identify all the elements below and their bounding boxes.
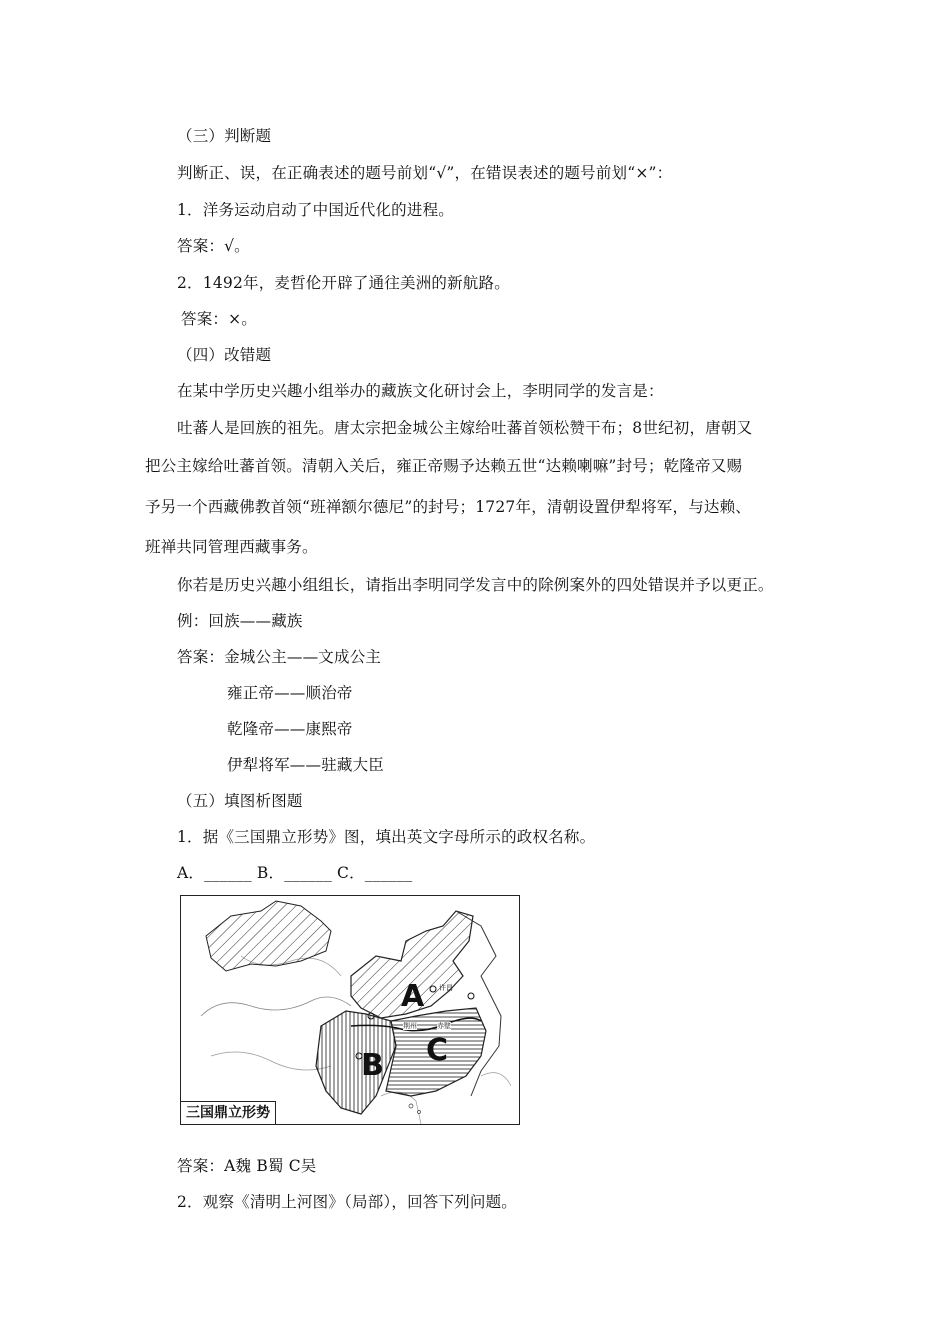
correct-answer-2: 雍正帝——顺治帝	[227, 684, 353, 702]
judge-answer-2: 答案：×。	[181, 310, 257, 328]
map-section-title: （五）填图析图题	[177, 792, 303, 810]
judge-question-2: 2．1492年，麦哲伦开辟了通往美洲的新航路。	[177, 274, 510, 292]
map-label-b: B	[361, 1048, 384, 1083]
map-title: 三国鼎立形势	[181, 1101, 276, 1124]
map-question-1: 1．据《三国鼎立形势》图，填出英文字母所示的政权名称。	[177, 828, 596, 846]
correct-answer-3: 乾隆帝——康熙帝	[227, 720, 353, 738]
city-label-chibi: 赤壁	[437, 1022, 451, 1030]
city-label-xuchang: 许昌	[439, 984, 453, 992]
correct-question: 你若是历史兴趣小组组长，请指出李明同学发言中的除例案外的四处错误并予以更正。	[177, 576, 774, 594]
map-question-2: 2．观察《清明上河图》（局部），回答下列问题。	[177, 1193, 517, 1211]
correct-paragraph-line-2: 把公主嫁给吐蕃首领。清朝入关后，雍正帝赐予达赖五世“达赖喇嘛”封号；乾隆帝又赐	[145, 457, 743, 475]
correct-example: 例：回族——藏族	[177, 612, 303, 630]
city-label-jingzhou: 荆州	[403, 1022, 417, 1030]
correct-section-title: （四）改错题	[177, 346, 272, 364]
correct-paragraph-line-1: 吐蕃人是回族的祖先。唐太宗把金城公主嫁给吐蕃首领松赞干布；8世纪初，唐朝又	[177, 419, 753, 437]
island	[409, 1104, 413, 1108]
three-kingdoms-map	[180, 895, 520, 1125]
correct-intro: 在某中学历史兴趣小组举办的藏族文化研讨会上，李明同学的发言是：	[177, 382, 664, 400]
judge-instruction: 判断正、误，在正确表述的题号前划“√”，在错误表述的题号前划“×”：	[177, 164, 673, 182]
island	[418, 1111, 421, 1114]
judge-question-1: 1．洋务运动启动了中国近代化的进程。	[177, 201, 454, 219]
map-answer-blanks: A．______ B．______ C．______	[177, 864, 413, 882]
map-drawing	[181, 896, 519, 1124]
terrain-line	[211, 1052, 331, 1070]
map-label-a: A	[401, 979, 425, 1014]
correct-answer-4: 伊犁将军——驻藏大臣	[227, 756, 385, 774]
correct-paragraph-line-3: 予另一个西藏佛教首领“班禅额尔德尼”的封号；1727年，清朝设置伊犁将军，与达赖、	[145, 498, 751, 516]
terrain-line	[201, 997, 351, 1016]
map-label-c: C	[426, 1033, 449, 1068]
correct-answer-1: 答案：金城公主——文成公主	[177, 648, 382, 666]
judge-answer-1: 答案：√。	[177, 237, 250, 255]
region-northern	[206, 901, 331, 971]
map-answer: 答案：A魏 B蜀 C吴	[177, 1157, 317, 1175]
terrain-line	[381, 1092, 421, 1124]
judge-section-title: （三）判断题	[177, 127, 272, 145]
terrain-line	[481, 1073, 511, 1086]
city-marker	[468, 993, 474, 999]
correct-paragraph-line-4: 班禅共同管理西藏事务。	[145, 538, 318, 556]
